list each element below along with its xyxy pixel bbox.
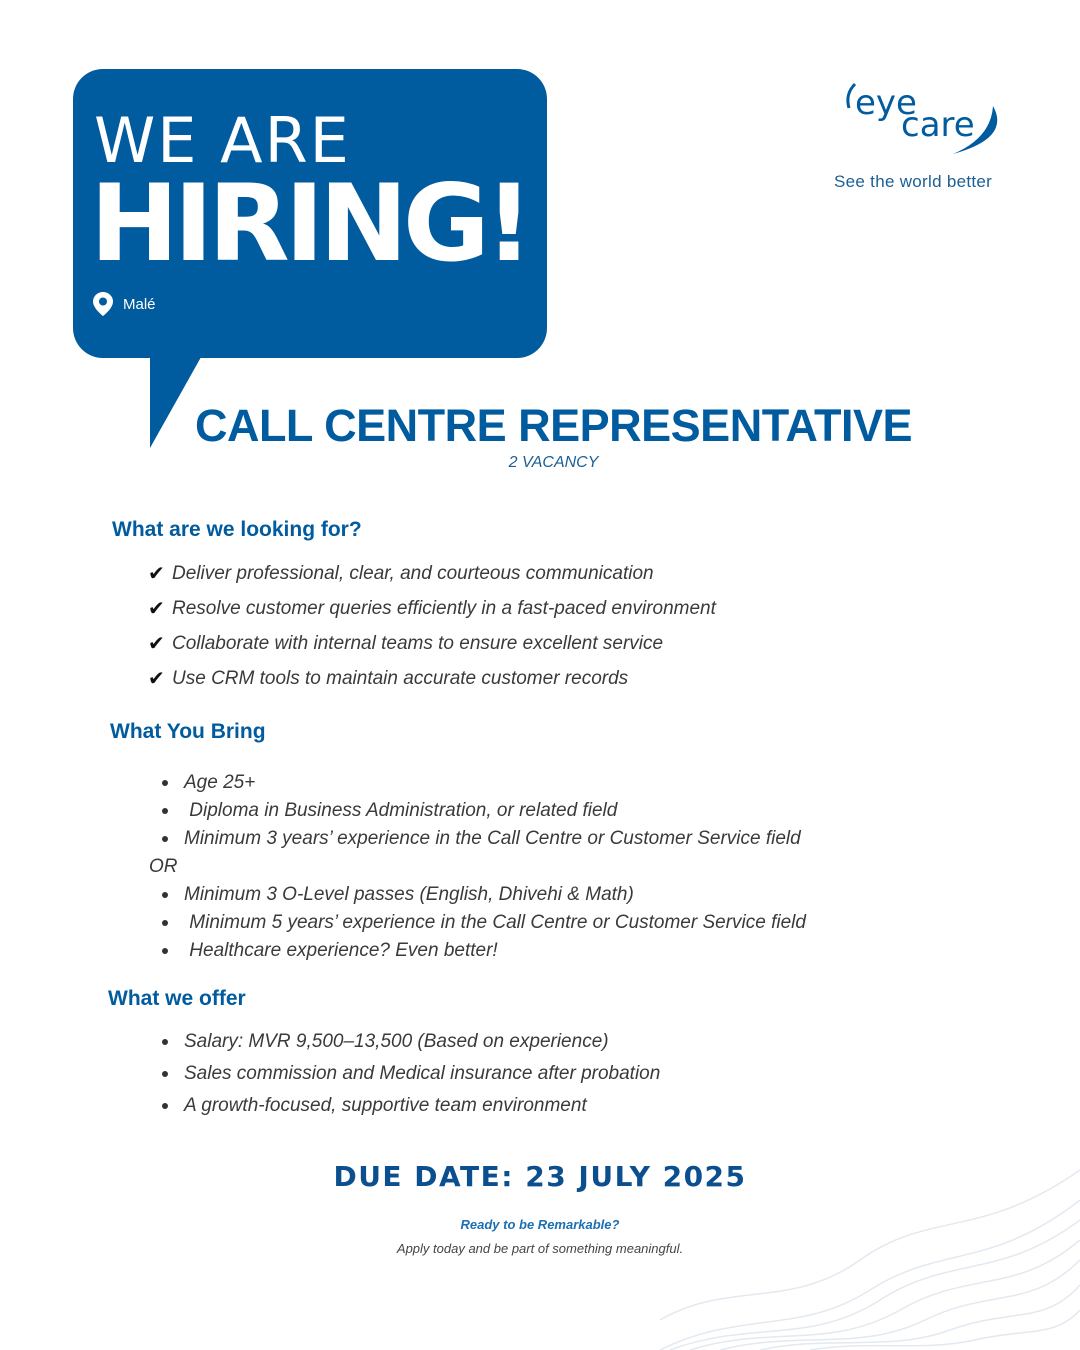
list-item: ✔ Deliver professional, clear, and courteous communication	[148, 562, 654, 585]
looking-for-heading: What are we looking for?	[112, 518, 362, 541]
bring-list-2	[160, 881, 806, 965]
list-item: Salary: MVR 9,500–13,500 (Based on experience)	[160, 1026, 660, 1058]
bullet-icon	[162, 1071, 168, 1077]
location-text: Malé	[123, 295, 156, 313]
vacancy-count: 2 VACANCY	[508, 454, 599, 471]
eyecare-logo	[843, 76, 1008, 160]
location-pin-icon	[93, 292, 113, 316]
ready-tagline: Ready to be Remarkable?	[460, 1217, 620, 1232]
checkmark-icon: ✔	[148, 668, 165, 690]
due-date: DUE DATE: 23 JULY 2025	[333, 1160, 747, 1193]
list-item: Diploma in Business Administration, or related field	[160, 797, 801, 825]
bullet-icon	[162, 808, 168, 814]
list-item: ✔ Resolve customer queries efficiently in a fast-paced environment	[148, 597, 716, 620]
checkmark-icon: ✔	[148, 563, 165, 585]
logo-text-eye: eye	[855, 83, 917, 123]
bullet-icon	[162, 836, 168, 842]
list-item: A growth-focused, supportive team environment	[160, 1090, 660, 1122]
bullet-icon	[162, 948, 168, 954]
list-item: ✔ Collaborate with internal teams to ensure excellent service	[148, 632, 664, 655]
bullet-icon	[162, 1039, 168, 1045]
bring-heading: What You Bring	[110, 720, 266, 743]
list-item: Minimum 3 years’ experience in the Call Centre or Customer Service field	[160, 825, 801, 853]
list-item: Healthcare experience? Even better!	[160, 937, 806, 965]
looking-for-list	[148, 556, 716, 696]
we-are-heading: WE ARE	[94, 104, 351, 177]
bullet-icon	[162, 892, 168, 898]
bullet-icon	[162, 1103, 168, 1109]
tagline: See the world better	[834, 172, 993, 191]
or-separator: OR	[149, 856, 178, 877]
location	[93, 292, 156, 316]
checkmark-icon: ✔	[148, 633, 165, 655]
offer-list	[160, 1026, 660, 1122]
bullet-icon	[162, 780, 168, 786]
bullet-icon	[162, 920, 168, 926]
offer-heading: What we offer	[108, 987, 246, 1010]
list-item: Age 25+	[160, 769, 801, 797]
hiring-heading: HIRING!	[90, 162, 529, 285]
checkmark-icon: ✔	[148, 598, 165, 620]
apply-text: Apply today and be part of something meaningful.	[396, 1241, 684, 1256]
bring-list-1	[160, 769, 801, 853]
list-item: Sales commission and Medical insurance after probation	[160, 1058, 660, 1090]
logo-text-care: care	[901, 105, 975, 145]
job-title: CALL CENTRE REPRESENTATIVE	[194, 400, 913, 451]
list-item: Minimum 5 years’ experience in the Call Centre or Customer Service field	[160, 909, 806, 937]
list-item: Minimum 3 O-Level passes (English, Dhivehi & Math)	[160, 881, 806, 909]
list-item: ✔ Use CRM tools to maintain accurate customer records	[148, 667, 629, 690]
decorative-waves	[660, 1160, 1080, 1350]
